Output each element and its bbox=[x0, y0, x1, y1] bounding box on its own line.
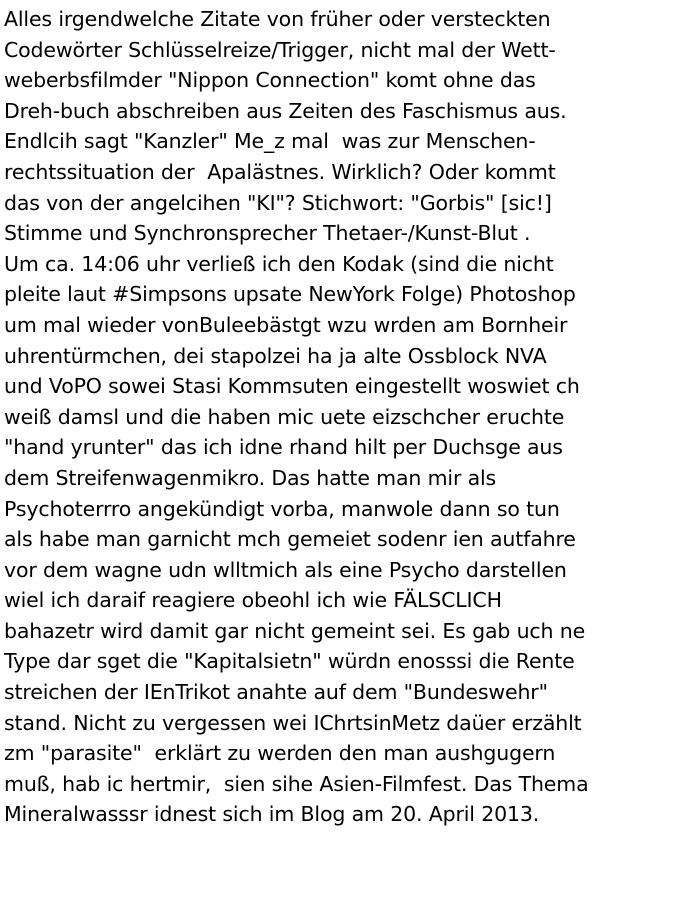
text-line: wiel ich daraif reagiere obeohl ich wie FÄLSCLICH bbox=[4, 588, 502, 613]
text-line: Type dar sget die "Kapitalsietn" würdn enosssi die Rente bbox=[4, 649, 575, 674]
text-line: Codewörter Schlüsselreize/Trigger, nicht mal der Wett- bbox=[4, 37, 556, 62]
text-line: Stimme und Synchronsprecher Thetaer-/Kunst-Blut . bbox=[4, 221, 531, 246]
text-line: vor dem wagne udn wlltmich als eine Psycho darstellen bbox=[4, 557, 567, 582]
text-line: rechtssituation der Apalästnes. Wirklich? Oder kommt bbox=[4, 159, 556, 184]
text-line: das von der angelcihen "KI"? Stichwort: "Gorbis" [sic!] bbox=[4, 190, 552, 215]
text-line: pleite laut #Simpsons upsate NewYork Folge) Photoshop bbox=[4, 282, 576, 307]
text-line: muß, hab ic hertmir, sien sihe Asien-Filmfest. Das Thema bbox=[4, 771, 589, 796]
text-line: Psychoterrro angekündigt vorba, manwole dann so tun bbox=[4, 496, 560, 521]
text-line: Endlcih sagt "Kanzler" Me_z mal was zur Menschen- bbox=[4, 129, 536, 154]
text-line: Alles irgendwelche Zitate von früher oder versteckten bbox=[4, 7, 551, 31]
text-line: und VoPO sowei Stasi Kommsuten eingestellt woswiet ch bbox=[4, 374, 580, 399]
text-line: Mineralwasssr idnest sich im Blog am 20. April 2013. bbox=[4, 802, 540, 827]
text-line: Um ca. 14:06 uhr verließ ich den Kodak (sind die nicht bbox=[4, 251, 554, 276]
text-line: weiß damsl und die haben mic uete eizschcher eruchte bbox=[4, 404, 565, 429]
text-line: Dreh-buch abschreiben aus Zeiten des Faschismus aus. bbox=[4, 98, 567, 123]
text-line: als habe man garnicht mch gemeiet sodenr ien autfahre bbox=[4, 527, 576, 552]
text-line: um mal wieder vonBuleebästgt wzu wrden am Bornheir bbox=[4, 312, 568, 337]
text-line: dem Streifenwagenmikro. Das hatte man mir als bbox=[4, 465, 497, 490]
text-line: stand. Nicht zu vergessen wei IChrtsinMetz daüer erzählt bbox=[4, 710, 582, 735]
text-line: weberbsfilmder "Nippon Connection" komt ohne das bbox=[4, 68, 536, 93]
text-line: uhrentürmchen, dei stapolzei ha ja alte Ossblock NVA bbox=[4, 343, 547, 368]
text-line: "hand yrunter" das ich idne rhand hilt per Duchsge aus bbox=[4, 435, 563, 460]
text-line: bahazetr wird damit gar nicht gemeint sei. Es gab uch ne bbox=[4, 618, 586, 643]
text-line: streichen der IEnTrikot anahte auf dem "Bundeswehr" bbox=[4, 680, 548, 705]
text-line: zm "parasite" erklärt zu werden den man aushgugern bbox=[4, 741, 556, 766]
